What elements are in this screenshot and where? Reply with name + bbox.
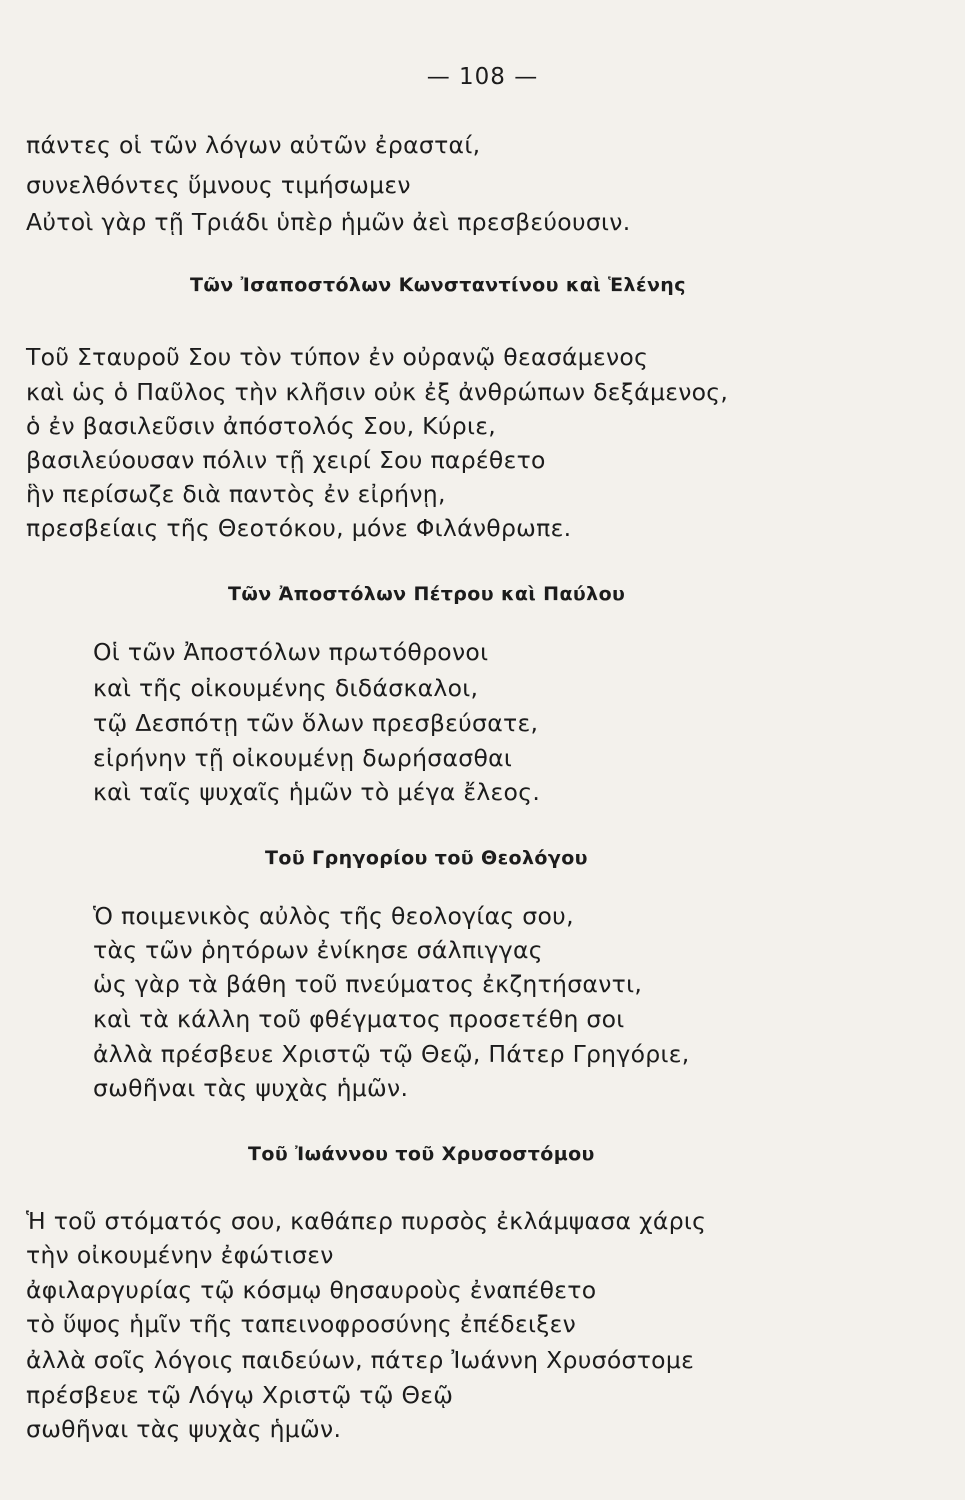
text-line: ὡς γὰρ τὰ βάθη τοῦ πνεύματος ἐκζητήσαντι, bbox=[93, 970, 643, 998]
text-line: σωθῆναι τὰς ψυχὰς ἡμῶν. bbox=[93, 1074, 409, 1102]
text-line: σωθῆναι τὰς ψυχὰς ἡμῶν. bbox=[26, 1415, 342, 1443]
text-line: ἣν περίσωζε διὰ παντὸς ἐν εἰρήνῃ, bbox=[26, 480, 446, 508]
text-line: Ἡ τοῦ στόματός σου, καθάπερ πυρσὸς ἐκλάμψασα χάρις bbox=[26, 1207, 707, 1235]
text-line: πρεσβείαις τῆς Θεοτόκου, μόνε Φιλάνθρωπε. bbox=[26, 514, 572, 542]
text-line: καὶ τῆς οἰκουμένης διδάσκαλοι, bbox=[93, 674, 479, 702]
text-line: πάντες οἱ τῶν λόγων αὐτῶν ἐρασταί, bbox=[26, 131, 481, 159]
text-line: τὸ ὕψος ἡμῖν τῆς ταπεινοφροσύνης ἐπέδειξεν bbox=[26, 1310, 577, 1338]
text-line: καὶ ὡς ὁ Παῦλος τὴν κλῆσιν οὐκ ἐξ ἀνθρώπων δεξάμενος, bbox=[26, 378, 729, 406]
text-line: τῷ Δεσπότῃ τῶν ὅλων πρεσβεύσατε, bbox=[93, 709, 539, 737]
text-line: Τοῦ Σταυροῦ Σου τὸν τύπον ἐν οὐρανῷ θεασάμενος bbox=[26, 343, 649, 371]
text-line: ἀλλὰ πρέσβευε Χριστῷ τῷ Θεῷ, Πάτερ Γρηγόριε, bbox=[93, 1040, 690, 1068]
text-line: καὶ τὰ κάλλη τοῦ φθέγματος προσετέθη σοι bbox=[93, 1005, 625, 1033]
text-line: Αὐτοὶ γὰρ τῇ Τριάδι ὑπὲρ ἡμῶν ἀεὶ πρεσβεύουσιν. bbox=[26, 208, 631, 236]
text-line: ἀφιλαργυρίας τῷ κόσμῳ θησαυροὺς ἐναπέθετο bbox=[26, 1276, 597, 1304]
text-line: ἀλλὰ σοῖς λόγοις παιδεύων, πάτερ Ἰωάννη Χρυσόστομε bbox=[26, 1346, 695, 1374]
text-line: Ὁ ποιμενικὸς αὐλὸς τῆς θεολογίας σου, bbox=[93, 902, 574, 930]
text-line: Οἱ τῶν Ἀποστόλων πρωτόθρονοι bbox=[93, 638, 489, 666]
text-line: ὁ ἐν βασιλεῦσιν ἀπόστολός Σου, Κύριε, bbox=[26, 412, 497, 440]
section-title: Τοῦ Ἰωάννου τοῦ Χρυσοστόμου bbox=[248, 1143, 595, 1165]
text-line: συνελθόντες ὕμνους τιμήσωμεν bbox=[26, 171, 411, 199]
text-line: τὴν οἰκουμένην ἐφώτισεν bbox=[26, 1241, 334, 1269]
text-line: πρέσβευε τῷ Λόγῳ Χριστῷ τῷ Θεῷ bbox=[26, 1381, 454, 1409]
text-line: εἰρήνην τῇ οἰκουμένῃ δωρήσασθαι bbox=[93, 744, 513, 772]
section-title: Τῶν Ἀποστόλων Πέτρου καὶ Παύλου bbox=[228, 583, 626, 605]
text-line: βασιλεύουσαν πόλιν τῇ χειρί Σου παρέθετο bbox=[26, 446, 546, 474]
page-number: — 108 — bbox=[426, 64, 539, 90]
section-title: Τῶν Ἰσαποστόλων Κωνσταντίνου καὶ Ἑλένης bbox=[190, 274, 686, 296]
text-line: τὰς τῶν ῥητόρων ἐνίκησε σάλπιγγας bbox=[93, 936, 543, 964]
section-title: Τοῦ Γρηγορίου τοῦ Θεολόγου bbox=[265, 847, 588, 869]
text-line: καὶ ταῖς ψυχαῖς ἡμῶν τὸ μέγα ἔλεος. bbox=[93, 778, 541, 806]
